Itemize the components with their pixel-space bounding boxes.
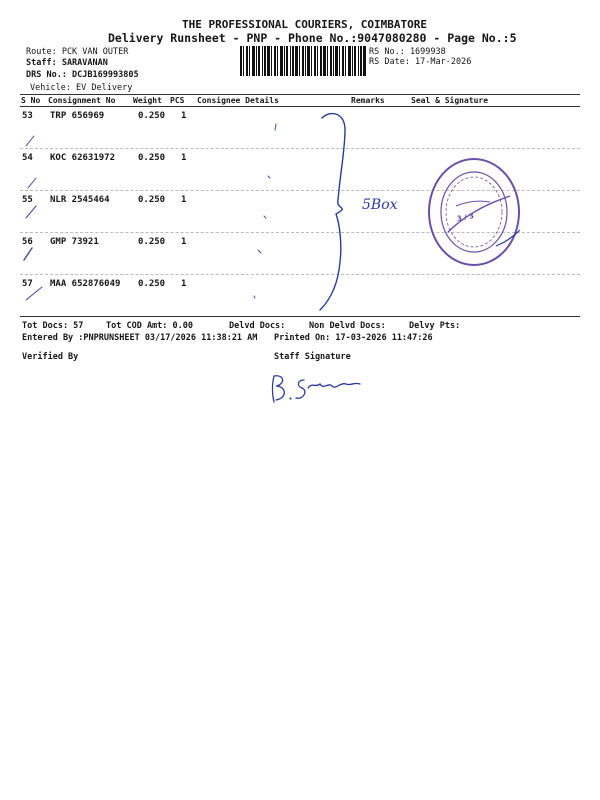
row-pcs: 1 (181, 237, 187, 247)
route-label: Route: PCK VAN OUTER (26, 47, 129, 57)
vehicle-label: Vehicle: EV Delivery (30, 83, 133, 93)
seal-stamp-icon (426, 156, 522, 268)
non-delvd-docs: Non Delvd Docs: (309, 321, 386, 331)
row-consignment: TRP 656969 (50, 111, 105, 121)
delvy-pts: Delvy Pts: (409, 321, 461, 331)
verified-by: Verified By (22, 352, 79, 362)
row-weight: 0.250 (138, 195, 166, 205)
row-sno: 56 (22, 237, 33, 247)
staff-signature-label: Staff Signature (274, 352, 351, 362)
rs-number: RS No.: 1699938 (369, 47, 446, 57)
col-sno: S No (21, 96, 41, 105)
col-weight: Weight (133, 96, 162, 105)
row-consignment: NLR 2545464 (50, 195, 110, 205)
row-sno: 54 (22, 153, 33, 163)
entered-by: Entered By :PNPRUNSHEET 03/17/2026 11:38:21 AM (22, 333, 258, 343)
tot-docs: Tot Docs: 57 (22, 321, 84, 331)
row-weight: 0.250 (138, 153, 166, 163)
row-weight: 0.250 (138, 111, 166, 121)
printed-on: Printed On: 17-03-2026 11:47:26 (274, 333, 433, 343)
company-title: THE PROFESSIONAL COURIERS, COIMBATORE (182, 18, 428, 31)
staff-signature-icon (268, 370, 368, 406)
svg-text:3 / 3: 3 / 3 (456, 212, 475, 224)
row-sno: 55 (22, 195, 33, 205)
row-pcs: 1 (181, 153, 187, 163)
row-consignment: KOC 62631972 (50, 153, 116, 163)
handwritten-remark: 5Box (362, 197, 398, 213)
col-pcs: PCS (170, 96, 185, 105)
row-consignment: GMP 73921 (50, 237, 99, 247)
col-consignee: Consignee Details (197, 96, 279, 105)
tot-cod: Tot COD Amt: 0.00 (106, 321, 193, 331)
col-consignment: Consignment No (48, 96, 116, 105)
runsheet-title: Delivery Runsheet - PNP - Phone No.:9047080280 - Page No.:5 (108, 31, 517, 45)
row-pcs: 1 (181, 195, 187, 205)
row-weight: 0.250 (138, 237, 166, 247)
row-weight: 0.250 (138, 279, 166, 289)
row-pcs: 1 (181, 279, 187, 289)
delvd-docs: Delvd Docs: (229, 321, 286, 331)
row-sno: 57 (22, 279, 33, 289)
col-remarks: Remarks (351, 96, 385, 105)
col-seal: Seal & Signature (411, 96, 489, 105)
row-pcs: 1 (181, 111, 187, 121)
staff-label: Staff: SARAVANAN (26, 58, 108, 68)
rs-date: RS Date: 17-Mar-2026 (369, 57, 472, 67)
row-consignment: MAA 652876049 (50, 279, 121, 289)
drs-number: DRS No.: DCJB169993805 (26, 70, 139, 80)
row-sno: 53 (22, 111, 33, 121)
